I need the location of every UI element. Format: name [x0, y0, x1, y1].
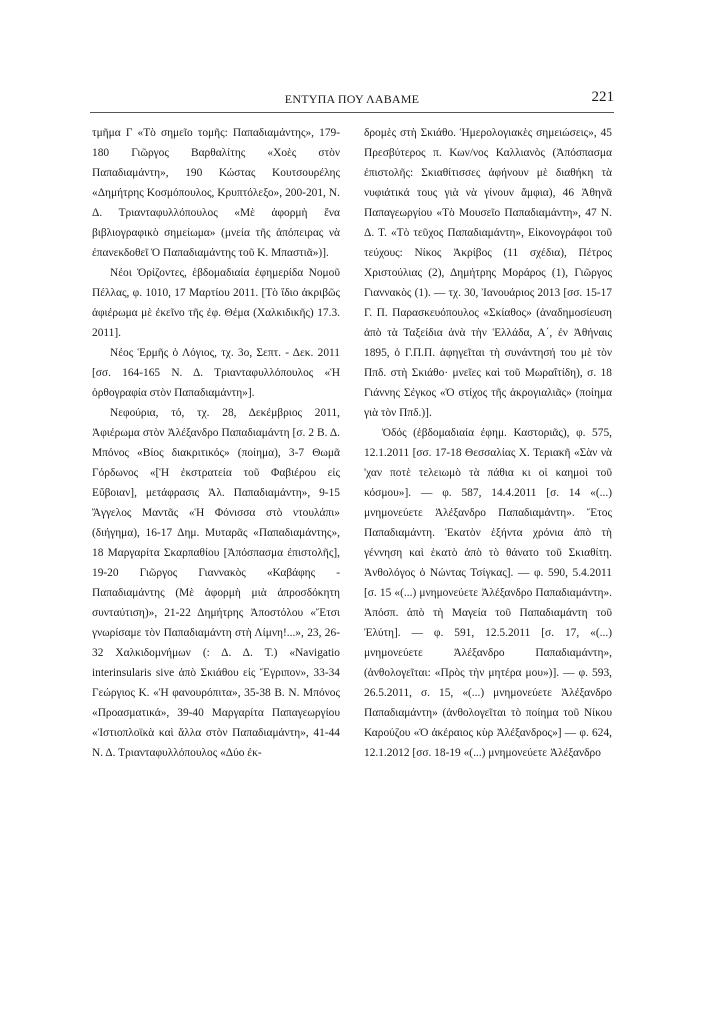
running-title: ΕΝΤΥΠΑ ΠΟΥ ΛΑΒΑΜΕ	[284, 92, 420, 106]
paragraph: Νεφούρια, τό, τχ. 28, Δεκέμβριος 2011, Ἀφιέρωμα στὸν Ἀλέξανδρο Παπαδιαμάντη [σ. 2 Β. Δ. Μπόνος «Βίος διακριτικός» (ποίημα), 3-7 Θωμᾶ Γόρδωνος «[Ἡ ἐκστρατεία τοῦ Φαβιέρου εἰς Εὔβοιαν], μετάφρασις Ἀλ. Παπαδιαμάντη», 9-15 Ἄγγελος Μαντᾶς «Ἡ Φόνισσα στὸ ντουλάπι» (διήγημα), 16-17 Δημ. Μυταρᾶς «Παπαδιαμάντης», 18 Μαργαρίτα Σκαρπαθίου [Ἀπόσπασμα ἐπιστολῆς], 19-20 Γιῶργος Γιαννακὸς «Καβάφης - Παπαδιαμάντης (Μὲ ἀφορμὴ μιὰ ἀπροσδόκητη συνταύτιση)», 21-22 Δημήτρης Ἀποστόλου «Ἔτσι γνωρίσαμε τὸν Παπαδιαμάντη στὴ Λίμνη!...», 23, 26-32 Χαλκιδομνήμων (: Δ. Δ. Τ.) «Navigatio interinsularis sive ἀπὸ Σκιάθου εἰς Ἔγριπον», 33-34 Γεώργιος Κ. «Ἡ φανουρόπιτα», 35-38 Β. Ν. Μπόνος «Προασματικά», 39-40 Μαργαρίτα Παπαγεωργίου «Ἰστιοπλοϊκὰ καὶ ἄλλα στὸν Παπαδιαμάντη», 41-44 Ν. Δ. Τριανταφυλλόπουλος «Δύο ἐκ-	[92, 407, 340, 759]
page-number: 221	[591, 89, 614, 105]
paragraph: τμῆμα Γ «Τὸ σημεῖο τομῆς: Παπαδιαμάντης», 179-180 Γιῶργος Βαρθαλίτης «Χοὲς στὸν Παπαδιαμάντη», 190 Κώστας Κουτσουρέλης «Δημήτρης Κοσμόπουλος, Κρυπτόλεξο», 200-201, Ν. Δ. Τριανταφυλλόπουλος «Μὲ ἀφορμὴ ἕνα βιβλιογραφικὸ σημείωμα» (μνεία τῆς ἀπόπειρας νὰ ἐπανεκδοθεῖ Ὁ Παπαδιαμάντης τοῦ Κ. Μπαστιᾶ»)].	[92, 127, 340, 259]
page-header	[90, 89, 614, 110]
right-column	[364, 123, 612, 763]
paragraph: δρομὲς στὴ Σκιάθο. Ἡμερολογιακὲς σημειώσεις», 45 Πρεσβύτερος π. Κων/νος Καλλιανὸς (Ἀπόσπασμα ἐπιστολῆς: Σκιαθίτισσες ἀφήνουν μὲ διαθήκη τὰ νυφιάτικά τους γιὰ νὰ γίνουν ἄμφια), 46 Ἀθηνᾶ Παπαγεωργίου «Τὸ Μουσεῖο Παπαδιαμάντη», 47 Ν. Δ. Τ. «Τὸ τεῦχος Παπαδιαμάντη», Εἰκονογράφοι τοῦ τεύχους: Νίκος Ἀκρίβος (11 σχέδια), Πέτρος Χριστούλιας (2), Δημήτρης Μοράρος (1), Γιῶργος Γιαννακὸς (1). — τχ. 30, Ἰανουάριος 2013 [σσ. 15-17 Γ. Π. Παρασκευόπουλος «Σκίαθος» (ἀναδημοσίευση ἀπὸ τὰ Ταξείδια ἀνὰ τὴν Ἑλλάδα, Α΄, ἐν Ἀθήναις 1895, ὁ Γ.Π.Π. ἀφηγεῖται τὴ συνάντησή του μὲ τὸν Ππδ. στὴ Σκιάθο· μνεῖες καὶ τοῦ Μωραΐτίδη), σ. 18 Γιάννης Σέγκος «Ὁ στίχος τῆς ἀκρογιαλιᾶς» (ποίημα γιὰ τὸν Ππδ.)].	[364, 127, 612, 419]
paragraph: Νέος Ἑρμῆς ὁ Λόγιος, τχ. 3ο, Σεπτ. - Δεκ. 2011 [σσ. 164-165 Ν. Δ. Τριανταφυλλόπουλος «Ἡ ὀρθογραφία στὸν Παπαδιαμάντη»].	[92, 347, 340, 399]
paragraph: Νέοι Ὁρίζοντες, ἑβδομαδιαία ἐφημερίδα Νομοῦ Πέλλας, φ. 1010, 17 Μαρτίου 2011. [Τὸ ἴδιο ἀκριβῶς ἀφιέρωμα μὲ ἐκεῖνο τῆς ἐφ. Θέμα (Χαλκιδικῆς) 17.3. 2011].	[92, 267, 340, 339]
left-column	[92, 123, 340, 763]
header-rule	[90, 112, 614, 113]
paragraph: Ὁδός (ἑβδομαδιαία ἐφημ. Καστοριᾶς), φ. 575, 12.1.2011 [σσ. 17-18 Θεσσαλίας Χ. Τεριακῆ «Σὰν νὰ 'χαν ποτὲ τελειωμὸ τὰ πάθια κι οἱ καημοὶ τοῦ κόσμου»]. — φ. 587, 14.4.2011 [σ. 14 «(...) μνημονεύετε Ἀλέξανδρο Παπαδιαμάντη». Ἔτος Παπαδιαμάντη. Ἑκατὸν ἑξήντα χρόνια ἀπὸ τὴ γέννηση καὶ ἑκατὸ ἀπὸ τὸ θάνατο τοῦ Σκιαθίτη. Ἀνθολόγος ὁ Νώντας Τσίγκας]. — φ. 590, 5.4.2011 [σ. 15 «(...) μνημονεύετε Ἀλέξανδρο Παπαδιαμάντη». Ἀπόσπ. ἀπὸ τὴ Μαγεία τοῦ Παπαδιαμάντη τοῦ Ἐλύτη]. — φ. 591, 12.5.2011 [σ. 17, «(...) μνημονεύετε Ἀλέξανδρο Παπαδιαμάντη», (ἀνθολογεῖται: «Πρὸς τὴν μητέρα μου»)]. — φ. 593, 26.5.2011, σ. 15, «(...) μνημονεύετε Ἀλέξανδρο Παπαδιαμάντη» (ἀνθολογεῖται τὸ ποίημα τοῦ Νίκου Καρούζου «Ὁ ἀκέραιος κὺρ Ἀλέξανδρος»] — φ. 624, 12.1.2012 [σσ. 18-19 «(...) μνημονεύετε Ἀλέξανδρο	[364, 427, 612, 759]
